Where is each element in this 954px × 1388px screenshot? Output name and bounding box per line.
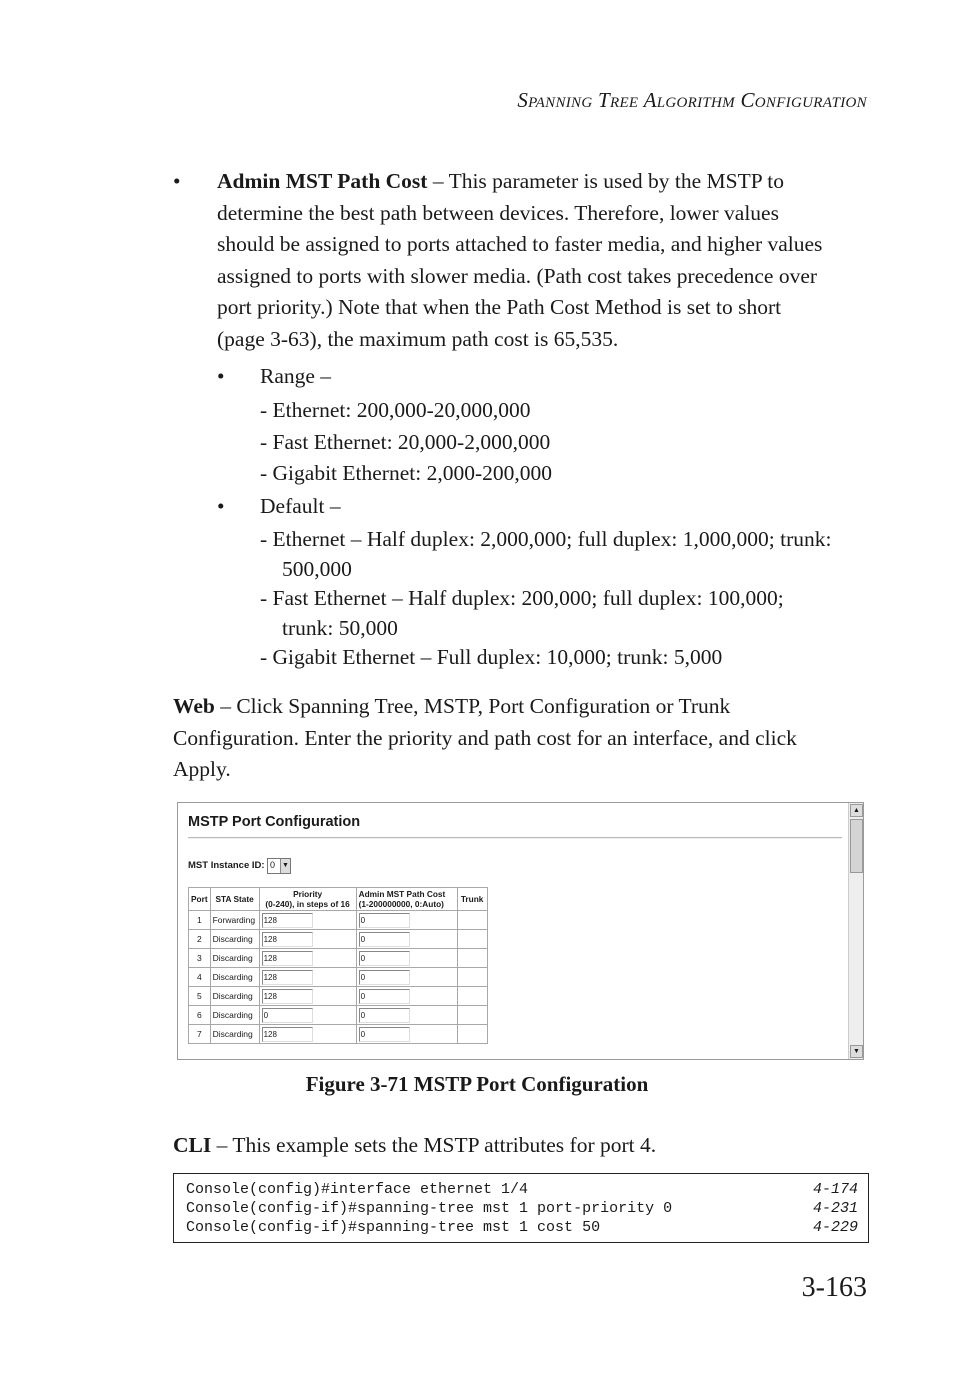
paragraph-line: – Click Spanning Tree, MSTP, Port Configuration or Trunk — [220, 694, 731, 718]
paragraph-line: determine the best path between devices. Therefore, lower values — [217, 200, 779, 225]
path-cost-cell — [356, 1006, 457, 1025]
default-label: Default – — [260, 494, 341, 518]
column-admin-path-cost — [356, 888, 457, 911]
admin-mst-path-cost-paragraph — [217, 166, 877, 355]
path-cost-cell — [356, 949, 457, 968]
port-number: 4 — [189, 968, 211, 987]
code-example — [173, 1173, 869, 1243]
priority-cell — [259, 911, 356, 930]
port-table — [188, 887, 488, 1044]
sta-state: Discarding — [210, 968, 259, 987]
priority-cell — [259, 987, 356, 1006]
port-number: 7 — [189, 1025, 211, 1044]
figure-caption: Figure 3-71 MSTP Port Configuration — [305, 1072, 649, 1096]
column-cost-range: (1-200000000, 0:Auto) — [358, 899, 444, 909]
table-row — [189, 968, 488, 987]
priority-cell — [259, 930, 356, 949]
cli-paragraph — [173, 1130, 868, 1162]
table-row — [189, 930, 488, 949]
paragraph-line: should be assigned to ports attached to faster media, and higher values — [217, 232, 823, 256]
column-trunk: Trunk — [457, 888, 487, 911]
code-reference: 4-229 — [812, 1219, 858, 1236]
priority-input[interactable]: 128 — [262, 970, 313, 985]
trunk-cell — [457, 1006, 487, 1025]
column-port: Port — [189, 888, 211, 911]
code-reference: 4-174 — [812, 1181, 858, 1198]
priority-input[interactable]: 128 — [262, 932, 313, 947]
sta-state: Discarding — [210, 930, 259, 949]
sta-state: Discarding — [210, 1025, 259, 1044]
running-header: Spanning Tree Algorithm Configuration — [517, 88, 867, 112]
range-item: - Gigabit Ethernet: 2,000-200,000 — [260, 461, 552, 485]
mstp-port-configuration-screenshot — [177, 802, 864, 1060]
code-command: Console(config-if)#spanning-tree mst 1 port-priority 0 — [186, 1200, 673, 1217]
port-number: 5 — [189, 987, 211, 1006]
sta-state: Discarding — [210, 987, 259, 1006]
mst-instance-select[interactable] — [267, 858, 291, 874]
priority-input[interactable]: 128 — [262, 989, 313, 1004]
default-item: - Gigabit Ethernet – Full duplex: 10,000; trunk: 5,000 — [260, 645, 723, 669]
default-list — [260, 525, 870, 673]
path-cost-cell — [356, 987, 457, 1006]
cli-text: – This example sets the MSTP attributes for port 4. — [216, 1133, 657, 1157]
mst-instance-label: MST Instance ID: — [188, 860, 265, 871]
paragraph-line: Apply. — [173, 757, 231, 781]
sta-state: Forwarding — [210, 911, 259, 930]
paragraph-line: (page 3-63), the maximum path cost is 65,535. — [217, 326, 619, 351]
trunk-cell — [457, 949, 487, 968]
priority-cell — [259, 1025, 356, 1044]
priority-input[interactable]: 0 — [262, 1008, 313, 1023]
trunk-cell — [457, 968, 487, 987]
port-number: 3 — [189, 949, 211, 968]
priority-input[interactable]: 128 — [262, 1027, 313, 1042]
table-row — [189, 949, 488, 968]
vertical-scrollbar[interactable] — [848, 803, 863, 1059]
column-sta-state: STA State — [210, 888, 259, 911]
table-row — [189, 1006, 488, 1025]
priority-cell — [259, 949, 356, 968]
path-cost-cell — [356, 911, 457, 930]
default-item: - Ethernet – Half duplex: 2,000,000; full duplex: 1,000,000; trunk: — [260, 527, 832, 551]
scroll-thumb[interactable] — [850, 819, 863, 873]
term-web: Web — [173, 694, 215, 718]
column-priority-label: Priority — [293, 889, 323, 899]
priority-input[interactable]: 128 — [262, 951, 313, 966]
path-cost-input[interactable]: 0 — [359, 1027, 410, 1042]
path-cost-input[interactable]: 0 — [359, 951, 410, 966]
path-cost-cell — [356, 930, 457, 949]
range-item: - Ethernet: 200,000-20,000,000 — [260, 398, 531, 422]
path-cost-input[interactable]: 0 — [359, 989, 410, 1004]
title-divider — [188, 837, 842, 839]
screenshot-title: MSTP Port Configuration — [188, 814, 361, 830]
trunk-cell — [457, 930, 487, 949]
code-command: Console(config)#interface ethernet 1/4 — [186, 1181, 529, 1198]
bullet-dot: • — [217, 494, 225, 518]
code-command: Console(config-if)#spanning-tree mst 1 cost 50 — [186, 1219, 601, 1236]
column-priority-range: (0-240), in steps of 16 — [265, 899, 350, 909]
default-item: - Fast Ethernet – Half duplex: 200,000; full duplex: 100,000; — [260, 586, 784, 610]
sta-state: Discarding — [210, 949, 259, 968]
default-item-continued: 500,000 — [282, 556, 352, 581]
path-cost-input[interactable]: 0 — [359, 1008, 410, 1023]
paragraph-line: assigned to ports with slower media. (Path cost takes precedence over — [217, 263, 818, 288]
code-reference: 4-231 — [812, 1200, 858, 1217]
term-admin-mst-path-cost: Admin MST Path Cost — [217, 169, 428, 193]
table-row — [189, 987, 488, 1006]
scroll-down-icon[interactable]: ▼ — [850, 1045, 863, 1058]
trunk-cell — [457, 911, 487, 930]
path-cost-cell — [356, 968, 457, 987]
bullet-dot: • — [173, 169, 181, 193]
trunk-cell — [457, 987, 487, 1006]
port-number: 1 — [189, 911, 211, 930]
priority-input[interactable]: 128 — [262, 913, 313, 928]
column-cost-label: Admin MST Path Cost — [358, 889, 446, 899]
default-item-continued: trunk: 50,000 — [282, 615, 398, 640]
paragraph-line: – This parameter is used by the MSTP to — [432, 169, 784, 193]
priority-cell — [259, 968, 356, 987]
table-row — [189, 1025, 488, 1044]
range-item: - Fast Ethernet: 20,000-2,000,000 — [260, 429, 551, 454]
chevron-down-icon[interactable]: ▼ — [280, 859, 290, 873]
sta-state: Discarding — [210, 1006, 259, 1025]
path-cost-cell — [356, 1025, 457, 1044]
paragraph-line: Configuration. Enter the priority and path cost for an interface, and click — [173, 725, 797, 750]
mst-instance-value: 0 — [270, 860, 276, 870]
paragraph-line: port priority.) Note that when the Path Cost Method is set to short — [217, 295, 782, 319]
table-row — [189, 911, 488, 930]
range-label: Range – — [260, 364, 332, 388]
column-priority — [259, 888, 356, 911]
trunk-cell — [457, 1025, 487, 1044]
web-paragraph — [173, 691, 868, 786]
path-cost-input[interactable]: 0 — [359, 913, 410, 928]
priority-cell — [259, 1006, 356, 1025]
page-number: 3-163 — [801, 1272, 867, 1303]
port-number: 2 — [189, 930, 211, 949]
path-cost-input[interactable]: 0 — [359, 970, 410, 985]
port-number: 6 — [189, 1006, 211, 1025]
path-cost-input[interactable]: 0 — [359, 932, 410, 947]
bullet-dot: • — [217, 364, 225, 388]
range-list — [260, 395, 860, 490]
term-cli: CLI — [173, 1133, 212, 1157]
scroll-up-icon[interactable]: ▲ — [850, 804, 863, 817]
